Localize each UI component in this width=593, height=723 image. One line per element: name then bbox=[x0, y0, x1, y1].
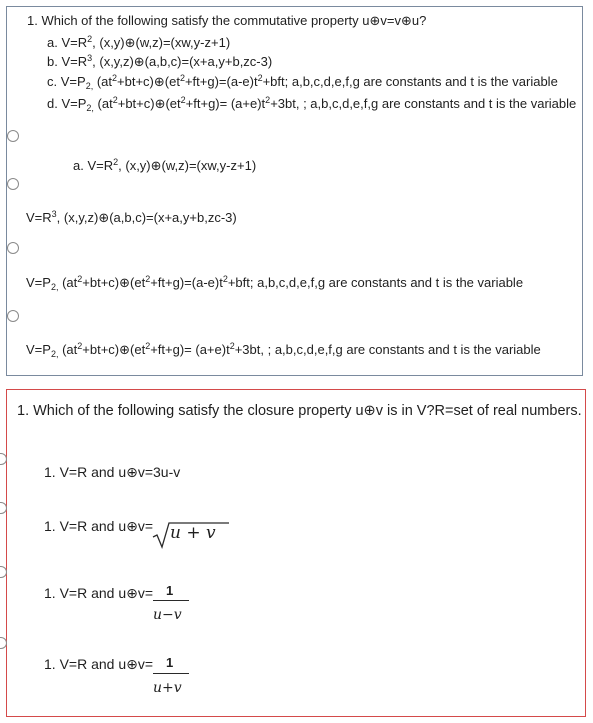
radio-option-d[interactable] bbox=[7, 310, 19, 322]
radio-option-c[interactable] bbox=[7, 242, 19, 254]
fraction-c-denominator: u−v bbox=[153, 607, 182, 623]
fraction-d-numerator: 1 bbox=[166, 655, 174, 670]
radio-option-b[interactable] bbox=[7, 178, 19, 190]
q2-option-b-text: 1. V=R and u⊕v= bbox=[44, 518, 154, 534]
question-1-item-d: d. $V=P_{2,}$ $(at^2+bt+c)\oplus(et^2+ft+g)= (a+e)t^2+3bt$, ; a,b,c,d,e,f,g are constants and t is the variable bbox=[47, 95, 577, 113]
fraction-d-denominator: u+v bbox=[153, 680, 182, 696]
question-1-prompt: 1. Which of the following satisfy the commutative property u⊕v=v⊕u? bbox=[27, 13, 427, 28]
fraction-c-bar bbox=[153, 600, 189, 601]
question-1-item-a: a. $V=R^2$, (x,y)⊕(w,z)=(xw,y-z+1) bbox=[47, 34, 231, 50]
q2-option-d-text: 1. V=R and u⊕v= bbox=[44, 656, 154, 672]
sqrt-radicand: u + v bbox=[170, 523, 216, 543]
fraction-d-bar bbox=[153, 673, 189, 674]
question-1-item-c: c. $V=P_{2,}$ $(at^2+bt+c)\oplus(et^2+ft+g)=(a-e)t^2+bft$; a,b,c,d,e,f,g are constants and t is the variable bbox=[47, 73, 558, 91]
q2-option-a-text: 1. V=R and u⊕v=3u-v bbox=[44, 464, 181, 480]
option-b-text: $V=R^3$, (x,y,z)⊕(a,b,c)=(x+a,y+b,zc-3) bbox=[26, 209, 237, 225]
option-d-text: $V=P_{2,}$ $(at^2+bt+c)\oplus(et^2+ft+g)= (a+e)t^2+3bt$, ; a,b,c,d,e,f,g are constants and t is the variable bbox=[26, 341, 541, 359]
radio-option-a[interactable] bbox=[7, 130, 19, 142]
option-a-text: a. $V=R^2$, (x,y)⊕(w,z)=(xw,y-z+1) bbox=[73, 157, 257, 173]
fraction-c-numerator: 1 bbox=[166, 583, 174, 598]
question-2-prompt: 1. Which of the following satisfy the closure property u⊕v is in V?R=set of real numbers. bbox=[17, 403, 582, 419]
question-1-item-b: b. $V=R^3$, (x,y,z)⊕(a,b,c)=(x+a,y+b,zc-3) bbox=[47, 53, 273, 69]
q2-option-c-text: 1. V=R and u⊕v= bbox=[44, 585, 154, 601]
option-c-text: $V=P_{2,}$ $(at^2+bt+c)\oplus(et^2+ft+g)=(a-e)t^2+bft$; a,b,c,d,e,f,g are constants and t is the variable bbox=[26, 274, 524, 292]
